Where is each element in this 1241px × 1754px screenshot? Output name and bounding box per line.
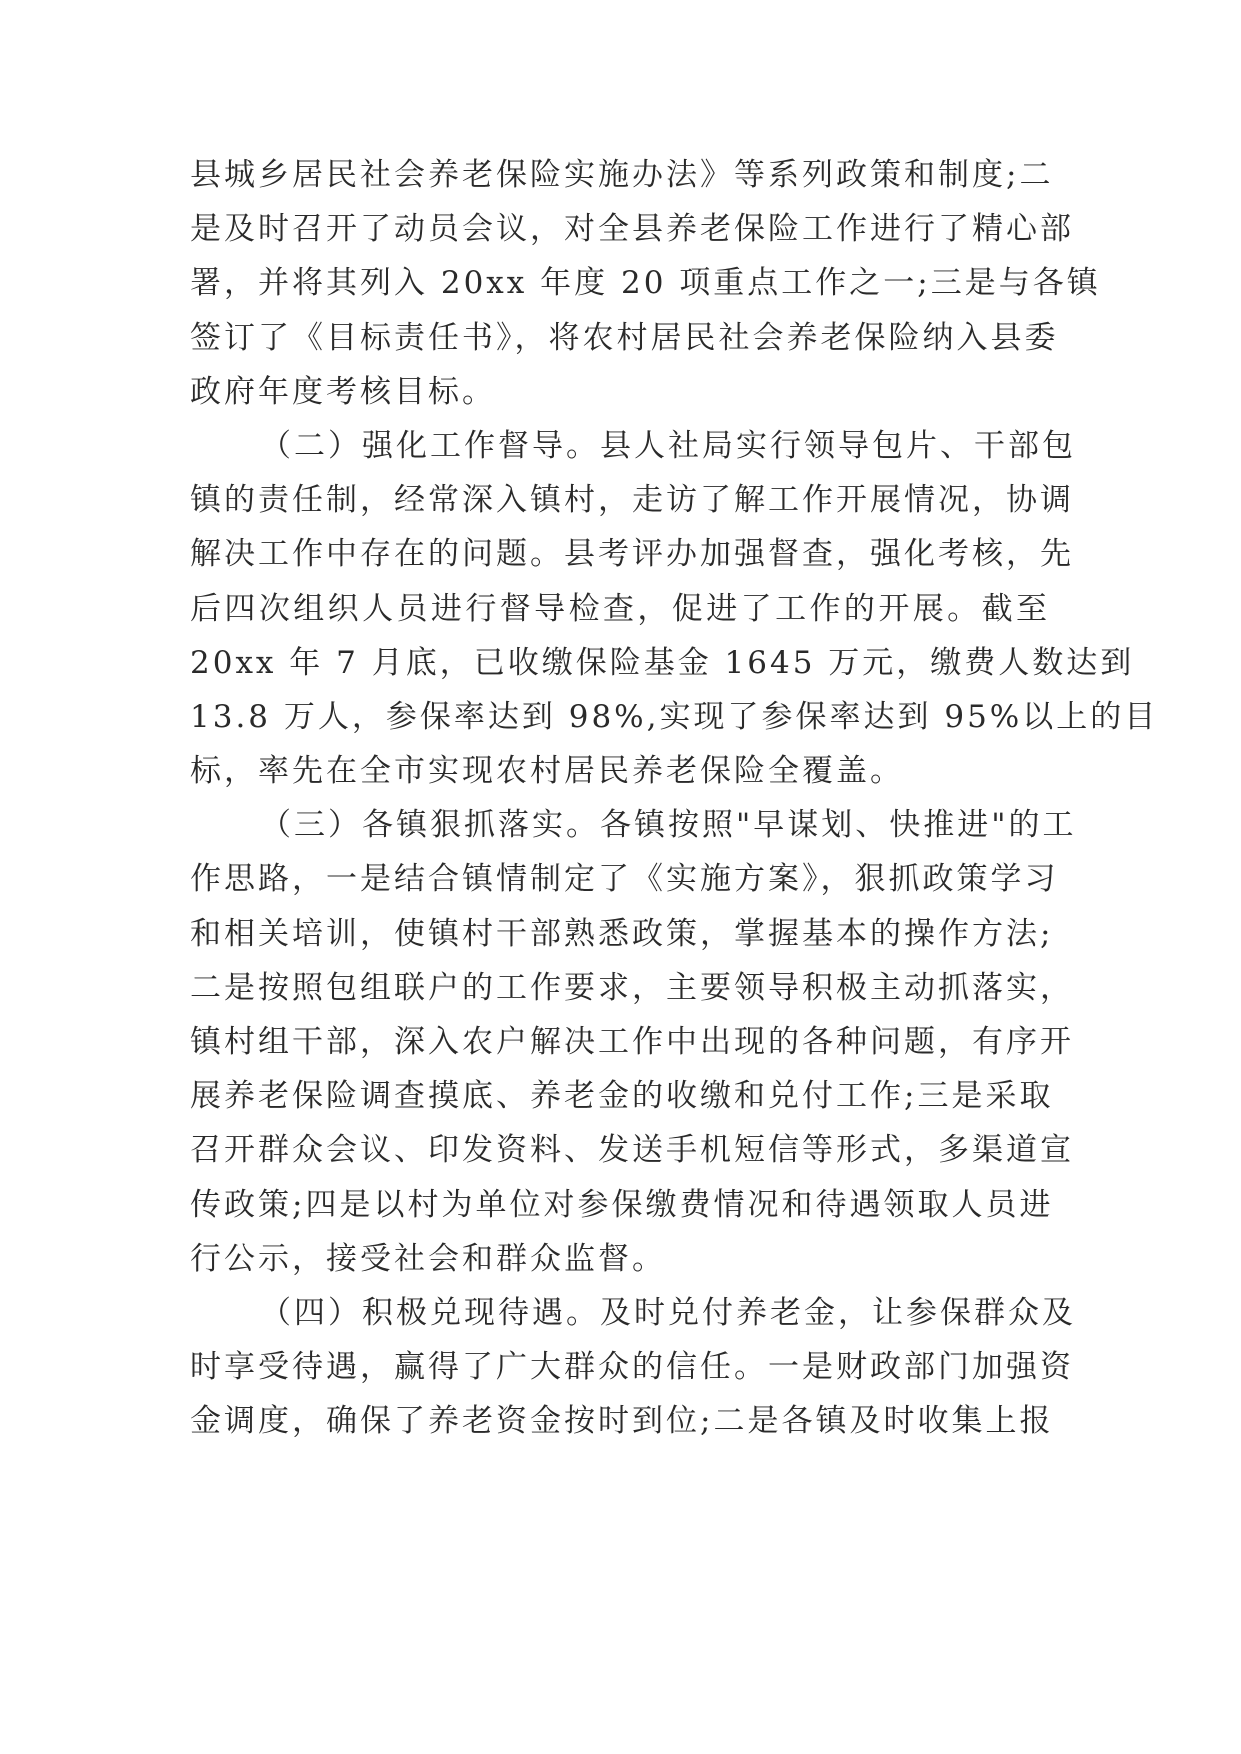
text-line: 展养老保险调查摸底、养老金的收缴和兑付工作;三是采取 — [190, 1078, 1054, 1115]
text-line: 政府年度考核目标。 — [190, 373, 496, 410]
section-heading-line: （四）积极兑现待遇。及时兑付养老金，让参保群众及 — [260, 1294, 1076, 1331]
text-line: 20xx 年 7 月底，已收缴保险基金 1645 万元，缴费人数达到 — [190, 644, 1135, 681]
text-line: 解决工作中存在的问题。县考评办加强督查，强化考核，先 — [190, 536, 1074, 573]
paragraph-section-3 — [190, 798, 1077, 1286]
section-heading-line: （二）强化工作督导。县人社局实行领导包片、干部包 — [260, 427, 1076, 464]
paragraph-section-2 — [190, 419, 1159, 798]
text-line: 行公示，接受社会和群众监督。 — [190, 1240, 666, 1277]
text-line: 召开群众会议、印发资料、发送手机短信等形式，多渠道宣 — [190, 1132, 1074, 1169]
text-line: 是及时召开了动员会议，对全县养老保险工作进行了精心部 — [190, 211, 1074, 248]
text-line: 镇的责任制，经常深入镇村，走访了解工作开展情况，协调 — [190, 482, 1074, 519]
text-line: 后四次组织人员进行督导检查，促进了工作的开展。截至 — [190, 590, 1050, 627]
text-line: 镇村组干部，深入农户解决工作中出现的各种问题，有序开 — [190, 1024, 1074, 1060]
document-page — [190, 148, 1159, 1449]
paragraph-continuation — [190, 148, 1101, 419]
text-line: 二是按照包组联户的工作要求，主要领导积极主动抓落实， — [190, 969, 1074, 1006]
section-heading-line: （三）各镇狠抓落实。各镇按照"早谋划、快推进"的工 — [260, 807, 1077, 844]
text-line: 传政策;四是以村为单位对参保缴费情况和待遇领取人员进 — [190, 1186, 1054, 1223]
text-line: 时享受待遇，赢得了广大群众的信任。一是财政部门加强资 — [190, 1349, 1074, 1386]
text-line: 署，并将其列入 20xx 年度 20 项重点工作之一;三是与各镇 — [190, 265, 1101, 302]
text-line: 13.8 万人，参保率达到 98%,实现了参保率达到 95%以上的目 — [190, 698, 1159, 735]
text-line: 和相关培训，使镇村干部熟悉政策，掌握基本的操作方法; — [190, 915, 1054, 952]
text-line: 签订了《目标责任书》，将农村居民社会养老保险纳入县委 — [190, 319, 1059, 356]
text-line: 作思路，一是结合镇情制定了《实施方案》，狠抓政策学习 — [190, 861, 1059, 898]
paragraph-section-4 — [190, 1286, 1076, 1449]
text-line: 标，率先在全市实现农村居民养老保险全覆盖。 — [190, 753, 904, 790]
text-line: 金调度，确保了养老资金按时到位;二是各镇及时收集上报 — [190, 1403, 1054, 1440]
text-line: 县城乡居民社会养老保险实施办法》等系列政策和制度;二 — [190, 157, 1054, 193]
